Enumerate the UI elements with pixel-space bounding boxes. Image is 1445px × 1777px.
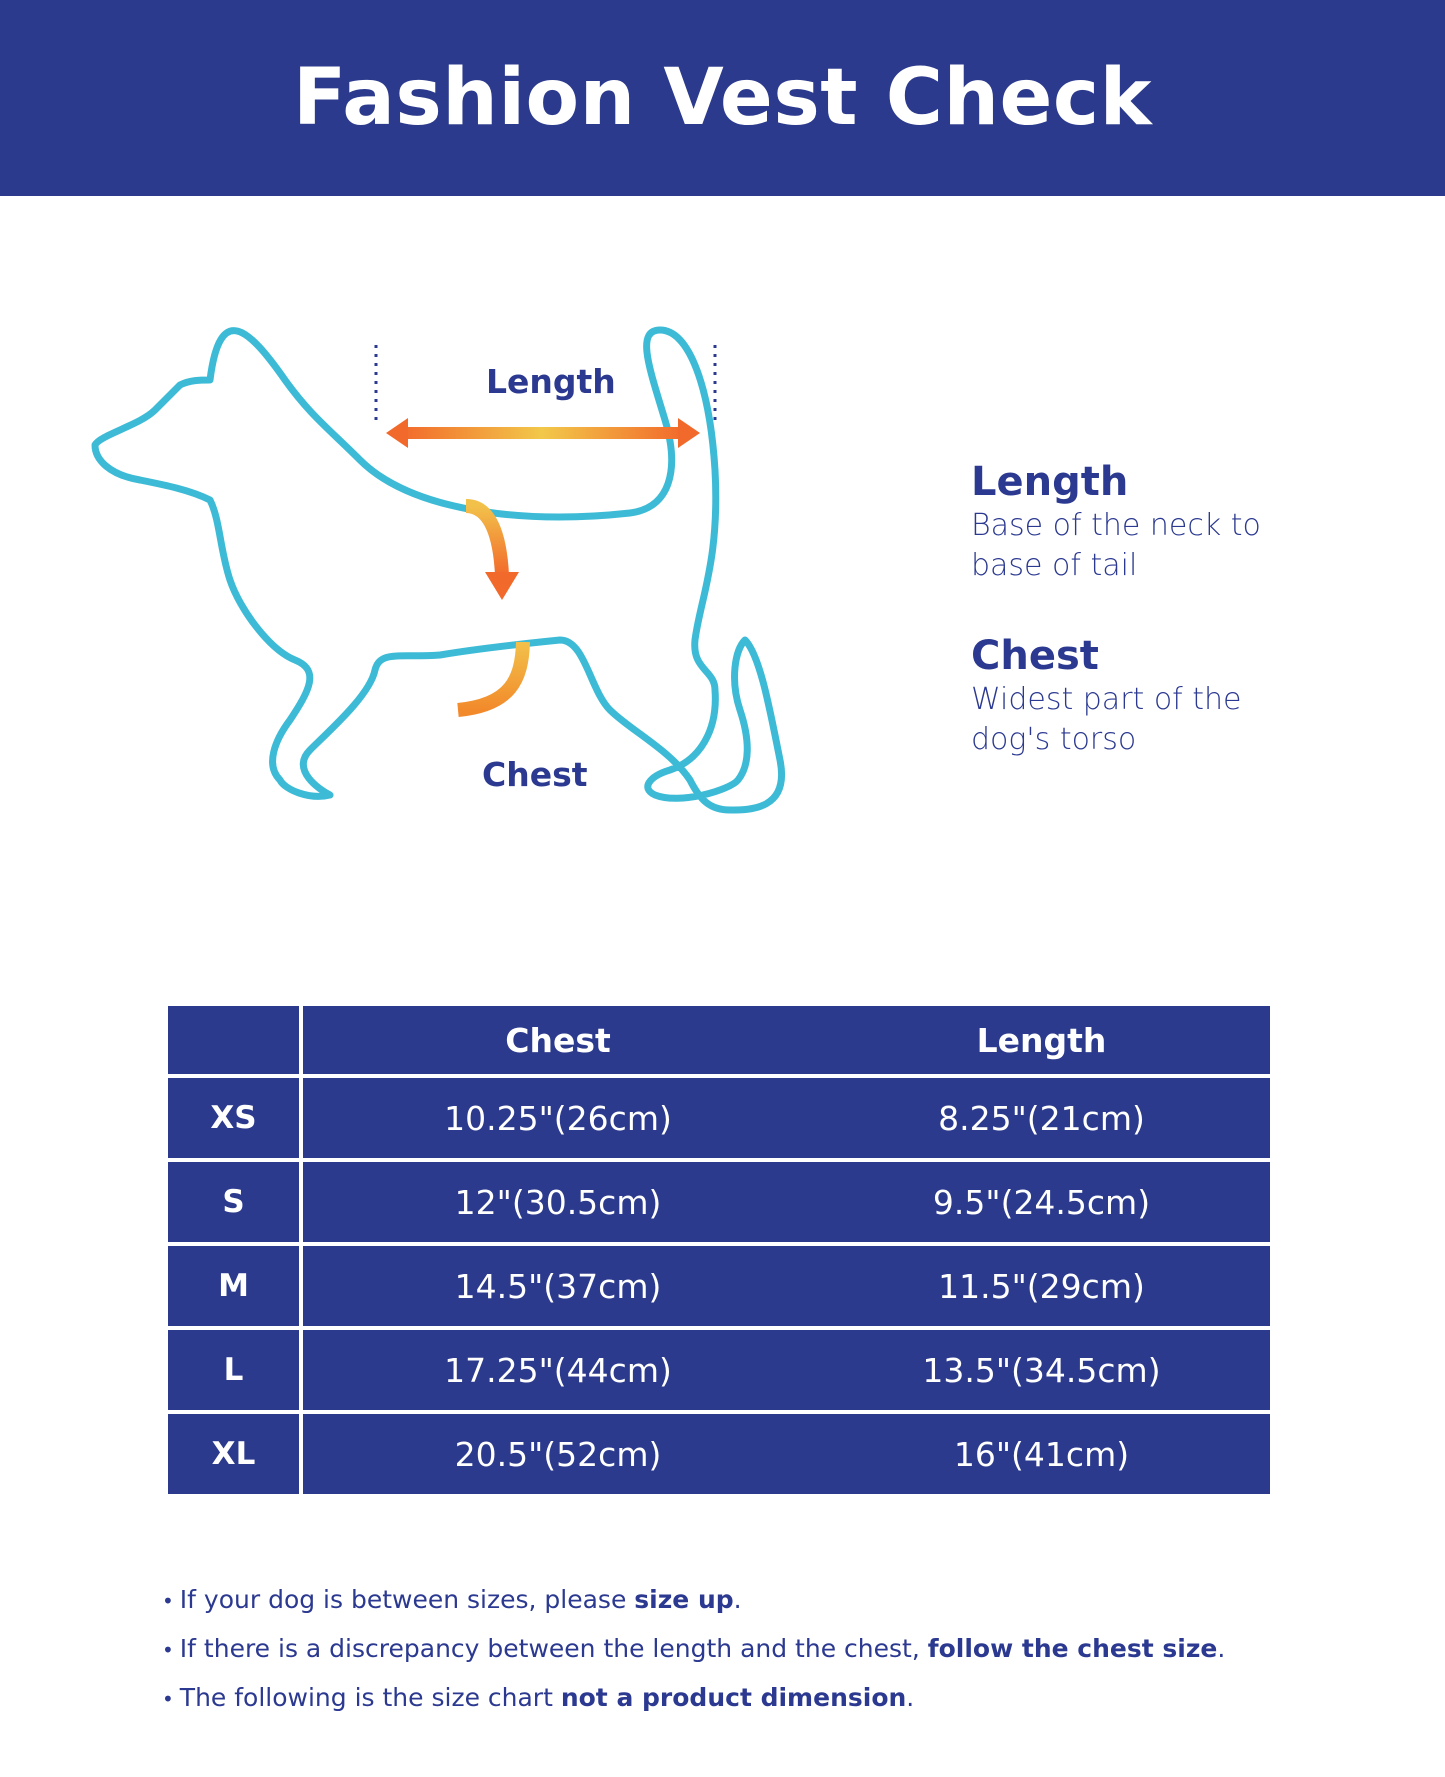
note-text: If there is a discrepancy between the length and the chest, — [179, 1634, 928, 1663]
size-cell: M — [168, 1242, 303, 1326]
legend-length-line1: Base of the neck to — [971, 508, 1261, 543]
dog-illustration — [90, 310, 850, 950]
size-cell: L — [168, 1326, 303, 1410]
size-chart-table — [168, 1006, 1270, 1494]
note-emphasis: size up — [634, 1585, 734, 1614]
size-cell: S — [168, 1158, 303, 1242]
note-end: . — [906, 1683, 915, 1712]
diagram-chest-label: Chest — [482, 755, 588, 794]
dog-outline — [95, 330, 782, 810]
table-row — [168, 1158, 1270, 1242]
chest-cell: 17.25"(44cm) — [303, 1326, 813, 1410]
length-cell: 11.5"(29cm) — [813, 1242, 1270, 1326]
legend-chest-line1: Widest part of the — [971, 682, 1242, 717]
note-emphasis: not a product dimension — [560, 1683, 907, 1712]
note-item — [162, 1674, 1362, 1723]
dog-measurement-diagram — [90, 310, 850, 950]
header-banner — [0, 0, 1445, 196]
table-row — [168, 1410, 1270, 1494]
sizing-notes — [162, 1576, 1362, 1723]
length-arrow — [386, 418, 700, 448]
legend-length — [971, 458, 1331, 586]
table-row — [168, 1074, 1270, 1158]
length-cell: 13.5"(34.5cm) — [813, 1326, 1270, 1410]
diagram-length-label: Length — [486, 362, 616, 401]
legend-chest-title: Chest — [971, 633, 1099, 679]
bullet-icon: • — [162, 1687, 174, 1711]
note-text: The following is the size chart — [179, 1683, 561, 1712]
note-item — [162, 1625, 1362, 1674]
size-cell: XS — [168, 1074, 303, 1158]
length-cell: 9.5"(24.5cm) — [813, 1158, 1270, 1242]
legend-chest — [971, 632, 1331, 760]
header-chest: Chest — [303, 1006, 813, 1074]
note-end: . — [733, 1585, 742, 1614]
length-cell: 8.25"(21cm) — [813, 1074, 1270, 1158]
note-emphasis: follow the chest size — [927, 1634, 1218, 1663]
page-title: Fashion Vest Check — [293, 53, 1152, 143]
chest-cell: 12"(30.5cm) — [303, 1158, 813, 1242]
table-row — [168, 1326, 1270, 1410]
legend-chest-line2: dog's torso — [971, 722, 1137, 757]
legend-length-title: Length — [971, 459, 1129, 505]
header-length: Length — [813, 1006, 1270, 1074]
chest-cell: 14.5"(37cm) — [303, 1242, 813, 1326]
bullet-icon: • — [162, 1638, 174, 1662]
chest-cell: 20.5"(52cm) — [303, 1410, 813, 1494]
bullet-icon: • — [162, 1589, 174, 1613]
table-row — [168, 1242, 1270, 1326]
note-text: If your dog is between sizes, please — [179, 1585, 635, 1614]
note-end: . — [1217, 1634, 1226, 1663]
size-cell: XL — [168, 1410, 303, 1494]
note-item — [162, 1576, 1362, 1625]
chest-cell: 10.25"(26cm) — [303, 1074, 813, 1158]
table-header-row — [168, 1006, 1270, 1074]
chest-arrow — [458, 506, 523, 710]
measurement-legend — [971, 458, 1331, 806]
header-size — [168, 1006, 303, 1074]
length-cell: 16"(41cm) — [813, 1410, 1270, 1494]
legend-length-line2: base of tail — [971, 548, 1138, 583]
